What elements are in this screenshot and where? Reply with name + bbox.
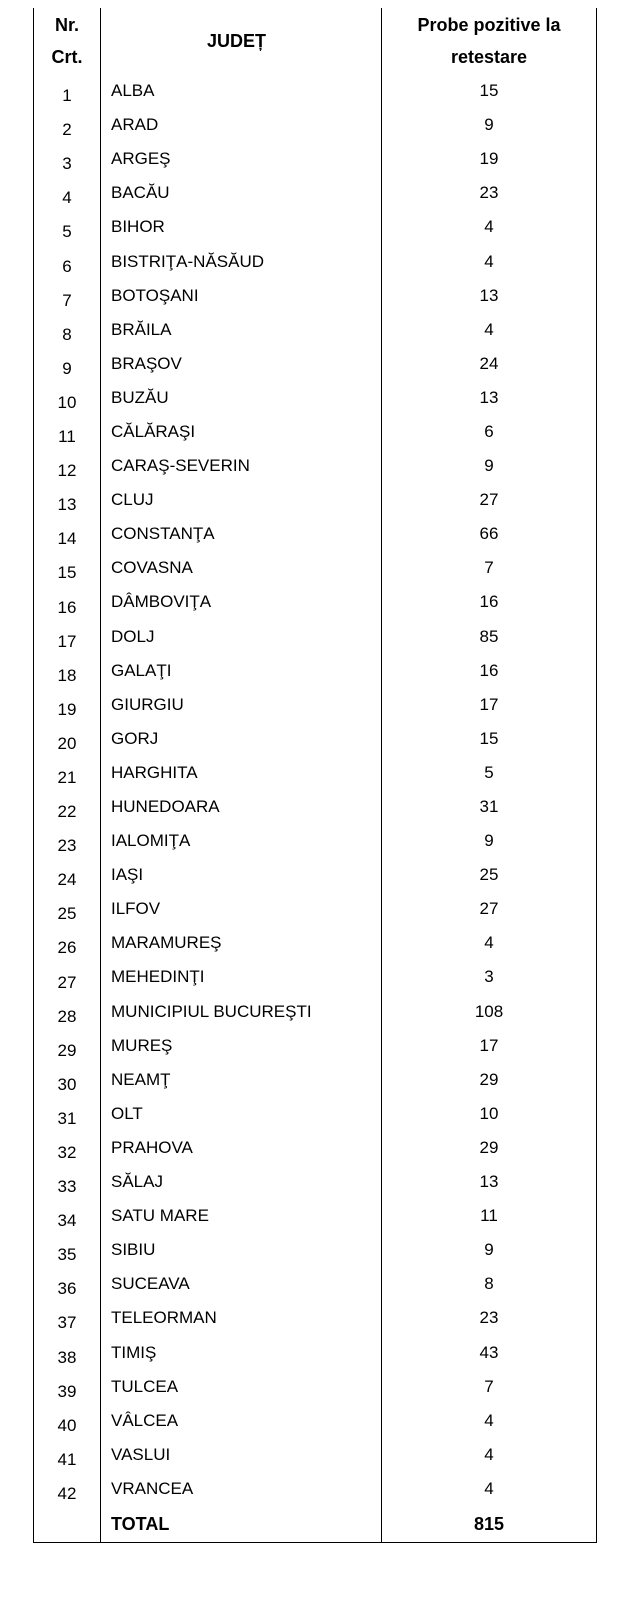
row-probe-pozitive: 16 [382, 654, 597, 688]
row-judet: IALOMIŢA [101, 824, 382, 858]
row-probe-pozitive: 4 [382, 313, 597, 347]
table-row [34, 960, 597, 994]
table-row [34, 176, 597, 210]
row-nr: 41 [34, 1438, 101, 1472]
table-row [34, 1335, 597, 1369]
row-nr: 2 [34, 108, 101, 142]
table-row [34, 1267, 597, 1301]
row-nr: 7 [34, 279, 101, 313]
row-judet: IAŞI [101, 858, 382, 892]
row-probe-pozitive: 24 [382, 347, 597, 381]
row-judet: SUCEAVA [101, 1267, 382, 1301]
results-table [33, 8, 597, 1543]
row-judet: DÂMBOVIŢA [101, 585, 382, 619]
table-row [34, 995, 597, 1029]
row-nr: 37 [34, 1301, 101, 1335]
row-judet: PRAHOVA [101, 1131, 382, 1165]
table-row [34, 1131, 597, 1165]
row-judet: VRANCEA [101, 1472, 382, 1506]
table-row [34, 1438, 597, 1472]
table-row [34, 347, 597, 381]
header-judet: JUDEȚ [101, 8, 382, 74]
row-judet: SIBIU [101, 1233, 382, 1267]
row-probe-pozitive: 5 [382, 756, 597, 790]
row-judet: BUZĂU [101, 381, 382, 415]
row-nr: 42 [34, 1472, 101, 1506]
table-row [34, 1472, 597, 1506]
row-judet: MEHEDINŢI [101, 960, 382, 994]
row-judet: NEAMŢ [101, 1063, 382, 1097]
row-nr: 31 [34, 1097, 101, 1131]
row-nr: 26 [34, 926, 101, 960]
total-row [34, 1506, 597, 1543]
row-probe-pozitive: 15 [382, 74, 597, 108]
row-nr: 27 [34, 960, 101, 994]
header-nr-crt [34, 8, 101, 74]
row-probe-pozitive: 43 [382, 1335, 597, 1369]
row-probe-pozitive: 16 [382, 585, 597, 619]
table-header-row [34, 8, 597, 74]
row-probe-pozitive: 66 [382, 517, 597, 551]
row-probe-pozitive: 7 [382, 1370, 597, 1404]
row-nr: 36 [34, 1267, 101, 1301]
table-row [34, 1097, 597, 1131]
table-row [34, 1370, 597, 1404]
row-probe-pozitive: 23 [382, 176, 597, 210]
row-probe-pozitive: 13 [382, 1165, 597, 1199]
header-nr-line1: Nr. [54, 15, 79, 35]
table-row [34, 449, 597, 483]
row-nr: 11 [34, 415, 101, 449]
table-row [34, 858, 597, 892]
row-probe-pozitive: 29 [382, 1131, 597, 1165]
row-probe-pozitive: 17 [382, 688, 597, 722]
row-judet: CARAŞ-SEVERIN [101, 449, 382, 483]
row-probe-pozitive: 27 [382, 483, 597, 517]
row-probe-pozitive: 29 [382, 1063, 597, 1097]
table-row [34, 1404, 597, 1438]
row-judet: ALBA [101, 74, 382, 108]
row-nr: 23 [34, 824, 101, 858]
row-probe-pozitive: 4 [382, 1404, 597, 1438]
row-nr: 30 [34, 1063, 101, 1097]
row-judet: BRĂILA [101, 313, 382, 347]
table-row [34, 1063, 597, 1097]
table-row [34, 551, 597, 585]
row-probe-pozitive: 6 [382, 415, 597, 449]
row-probe-pozitive: 31 [382, 790, 597, 824]
row-judet: COVASNA [101, 551, 382, 585]
results-table-container [33, 8, 596, 1543]
table-row [34, 790, 597, 824]
row-judet: CONSTANŢA [101, 517, 382, 551]
row-judet: BRAŞOV [101, 347, 382, 381]
row-nr: 32 [34, 1131, 101, 1165]
row-nr: 14 [34, 517, 101, 551]
row-judet: ARGEŞ [101, 142, 382, 176]
row-judet: SĂLAJ [101, 1165, 382, 1199]
row-judet: MARAMUREŞ [101, 926, 382, 960]
row-probe-pozitive: 4 [382, 210, 597, 244]
row-judet: GIURGIU [101, 688, 382, 722]
row-nr: 24 [34, 858, 101, 892]
row-judet: GALAŢI [101, 654, 382, 688]
row-probe-pozitive: 8 [382, 1267, 597, 1301]
row-probe-pozitive: 19 [382, 142, 597, 176]
row-nr: 22 [34, 790, 101, 824]
row-probe-pozitive: 85 [382, 620, 597, 654]
total-nr-cell [34, 1506, 101, 1543]
row-probe-pozitive: 9 [382, 1233, 597, 1267]
row-nr: 38 [34, 1335, 101, 1369]
row-nr: 17 [34, 620, 101, 654]
table-row [34, 483, 597, 517]
row-nr: 34 [34, 1199, 101, 1233]
row-probe-pozitive: 9 [382, 824, 597, 858]
row-judet: MUNICIPIUL BUCUREŞTI [101, 995, 382, 1029]
row-judet: SATU MARE [101, 1199, 382, 1233]
table-row [34, 722, 597, 756]
table-row [34, 210, 597, 244]
row-judet: GORJ [101, 722, 382, 756]
row-probe-pozitive: 108 [382, 995, 597, 1029]
row-nr: 8 [34, 313, 101, 347]
total-value: 815 [382, 1506, 597, 1543]
row-judet: HARGHITA [101, 756, 382, 790]
table-row [34, 381, 597, 415]
table-row [34, 279, 597, 313]
row-probe-pozitive: 13 [382, 381, 597, 415]
row-judet: TIMIŞ [101, 1335, 382, 1369]
table-row [34, 74, 597, 108]
header-nr-line2: Crt. [51, 47, 83, 67]
row-judet: MUREŞ [101, 1029, 382, 1063]
table-row [34, 824, 597, 858]
row-probe-pozitive: 4 [382, 244, 597, 278]
table-row [34, 1199, 597, 1233]
row-nr: 25 [34, 892, 101, 926]
row-nr: 28 [34, 995, 101, 1029]
row-probe-pozitive: 23 [382, 1301, 597, 1335]
row-probe-pozitive: 4 [382, 926, 597, 960]
table-row [34, 654, 597, 688]
table-row [34, 585, 597, 619]
row-nr: 19 [34, 688, 101, 722]
row-nr: 3 [34, 142, 101, 176]
row-probe-pozitive: 3 [382, 960, 597, 994]
row-judet: BACĂU [101, 176, 382, 210]
row-judet: VASLUI [101, 1438, 382, 1472]
row-nr: 13 [34, 483, 101, 517]
row-nr: 29 [34, 1029, 101, 1063]
row-probe-pozitive: 10 [382, 1097, 597, 1131]
table-row [34, 313, 597, 347]
total-label: TOTAL [101, 1506, 382, 1543]
row-probe-pozitive: 4 [382, 1438, 597, 1472]
row-nr: 16 [34, 585, 101, 619]
row-judet: CĂLĂRAŞI [101, 415, 382, 449]
row-nr: 6 [34, 244, 101, 278]
row-nr: 10 [34, 381, 101, 415]
table-row [34, 688, 597, 722]
table-row [34, 142, 597, 176]
row-nr: 4 [34, 176, 101, 210]
row-nr: 35 [34, 1233, 101, 1267]
row-nr: 18 [34, 654, 101, 688]
row-nr: 9 [34, 347, 101, 381]
table-row [34, 244, 597, 278]
row-judet: TELEORMAN [101, 1301, 382, 1335]
table-row [34, 1165, 597, 1199]
row-nr: 1 [34, 74, 101, 108]
row-nr: 21 [34, 756, 101, 790]
header-probe-line1: Probe pozitive la [417, 15, 561, 35]
row-judet: CLUJ [101, 483, 382, 517]
row-nr: 40 [34, 1404, 101, 1438]
row-nr: 33 [34, 1165, 101, 1199]
table-body [34, 74, 597, 1506]
row-judet: HUNEDOARA [101, 790, 382, 824]
row-judet: VÂLCEA [101, 1404, 382, 1438]
row-probe-pozitive: 11 [382, 1199, 597, 1233]
row-judet: TULCEA [101, 1370, 382, 1404]
table-row [34, 1029, 597, 1063]
row-probe-pozitive: 27 [382, 892, 597, 926]
row-probe-pozitive: 17 [382, 1029, 597, 1063]
table-row [34, 415, 597, 449]
table-row [34, 756, 597, 790]
table-row [34, 1233, 597, 1267]
row-probe-pozitive: 13 [382, 279, 597, 313]
row-nr: 15 [34, 551, 101, 585]
row-judet: ARAD [101, 108, 382, 142]
row-probe-pozitive: 9 [382, 108, 597, 142]
row-judet: BISTRIŢA-NĂSĂUD [101, 244, 382, 278]
row-judet: ILFOV [101, 892, 382, 926]
row-judet: DOLJ [101, 620, 382, 654]
row-judet: BIHOR [101, 210, 382, 244]
row-judet: BOTOŞANI [101, 279, 382, 313]
row-nr: 5 [34, 210, 101, 244]
table-row [34, 892, 597, 926]
table-row [34, 1301, 597, 1335]
row-probe-pozitive: 9 [382, 449, 597, 483]
row-nr: 12 [34, 449, 101, 483]
table-row [34, 517, 597, 551]
header-probe-pozitive [382, 8, 597, 74]
row-judet: OLT [101, 1097, 382, 1131]
table-row [34, 108, 597, 142]
row-probe-pozitive: 15 [382, 722, 597, 756]
row-probe-pozitive: 4 [382, 1472, 597, 1506]
table-row [34, 620, 597, 654]
table-row [34, 926, 597, 960]
header-probe-line2: retestare [450, 47, 528, 67]
row-probe-pozitive: 25 [382, 858, 597, 892]
row-nr: 39 [34, 1370, 101, 1404]
row-probe-pozitive: 7 [382, 551, 597, 585]
row-nr: 20 [34, 722, 101, 756]
